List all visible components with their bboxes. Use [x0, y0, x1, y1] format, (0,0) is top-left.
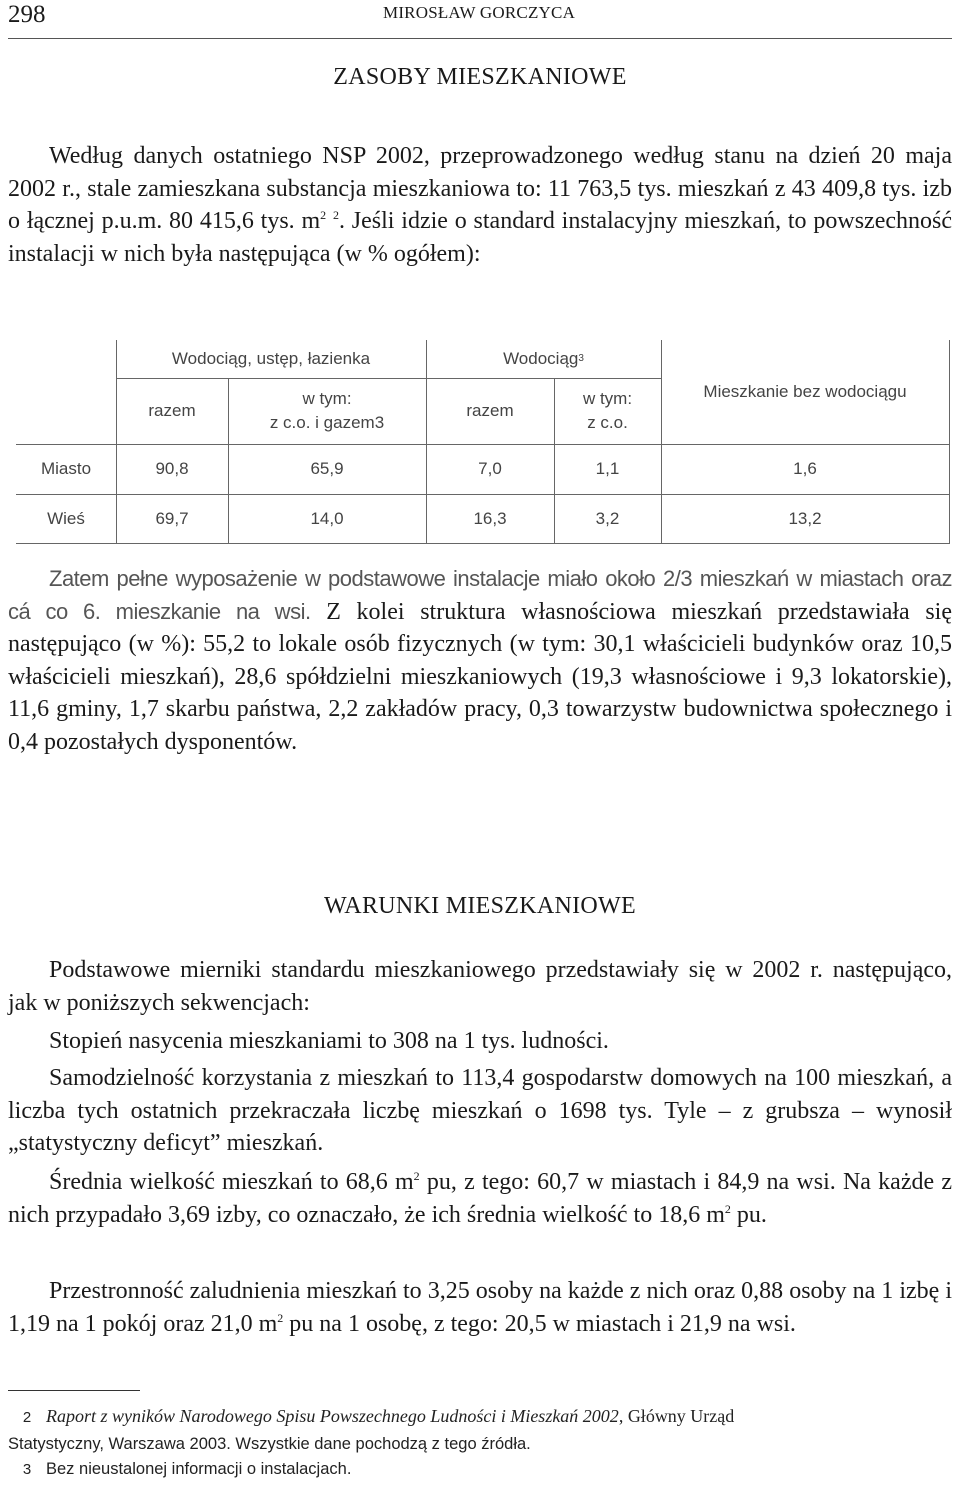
paragraph-text-sans: Zatem pełne wyposażenie w podstawowe instalacje miało około 2/3 mieszkań w miastach oraz cá co 6. mieszkanie na wsi.	[8, 566, 952, 624]
table-cell: 14,0	[310, 508, 344, 528]
footnote-text: Bez nieustalonej informacji o instalacjach.	[46, 1460, 352, 1478]
table-cell: 13,2	[788, 508, 822, 528]
paragraph-text: pu na 1 osobę, z tego: 20,5 w miastach i 21,9 na wsi.	[283, 1310, 796, 1337]
table-header-group-3: Mieszkanie bez wodociągu	[703, 382, 907, 401]
paragraph-nasycenie: Stopień nasycenia mieszkaniami to 308 na 1 tys. ludności.	[49, 1028, 609, 1054]
page-header	[8, 0, 952, 39]
superscript: 2	[413, 1169, 420, 1183]
paragraph-zasoby-intro	[8, 140, 952, 270]
footnote-number: 3	[22, 1461, 32, 1478]
paragraph-text: pu, z tego: 60,7 w miastach i 84,9 na wsi. Na każde z nich przypadało 3,69 izby, co oznaczało, że ich średnia wielkość to 18,6 m	[8, 1169, 952, 1228]
paragraph-text: . Jeśli idzie o standard instalacyjny mieszkań, to powszechność instalacji w nich była następująca (w % ogółem):	[8, 208, 952, 267]
footnote-number: 2	[22, 1409, 32, 1426]
header-text: Wodociąg	[503, 349, 579, 368]
table-header-razem-2: razem	[466, 401, 514, 420]
table-cell: 1,1	[595, 459, 620, 478]
paragraph-text: Średnia wielkość mieszkań to 68,6 m	[49, 1169, 414, 1195]
table-header-razem-1: razem	[148, 401, 196, 420]
running-head: MIROSŁAW GORCZYCA	[383, 3, 576, 22]
table-cell: 90,8	[155, 459, 189, 478]
table-cell: 3,2	[595, 508, 620, 528]
footnote-italic-title: Raport z wyników Narodowego Spisu Powszechnego Ludności i Mieszkań 2002	[46, 1406, 619, 1426]
table-row-label-miasto: Miasto	[40, 459, 92, 478]
footnote-3	[8, 1456, 952, 1483]
header-line: z c.o.	[587, 413, 628, 432]
paragraph-samodzielnosc: Samodzielność korzystania z mieszkań to 113,4 gospodarstw domowych na 100 mieszkań, a liczba tych ostatnich przekraczała liczbę mieszkań o 1698 tys. Tyle – z grubsza – wynosił „statystyczny deficyt” mieszkań.	[8, 1065, 952, 1156]
footnote-text: , Główny Urząd	[618, 1406, 735, 1426]
table-cell: 69,7	[155, 508, 189, 528]
footnote-rule	[8, 1390, 140, 1391]
footnote-text: Statystyczny, Warszawa 2003. Wszystkie dane pochodzą z tego źródła.	[8, 1435, 531, 1453]
table-row-label-wies: Wieś	[47, 508, 85, 528]
table-cell: 7,0	[478, 459, 502, 478]
table-header-group-2: Wodociąg 3	[426, 340, 661, 378]
paragraph-text: pu.	[730, 1201, 767, 1228]
paragraph-przestronnosc	[8, 1275, 952, 1340]
paragraph-zasoby-structure	[8, 563, 952, 758]
paragraph-text: Według danych ostatniego NSP 2002, przeprowadzonego według stanu na dzień 20 maja 2002 r., stale zamieszkana substancja mieszkaniowa to: 11 763,5 tys. mieszkań z 43 409,8 tys. izb o łącznej p.u.m. 80 415,6 tys. m	[8, 143, 952, 234]
table-cell: 65,9	[310, 459, 344, 478]
footnote-2	[8, 1403, 952, 1457]
paragraph-srednia-wielkosc	[8, 1166, 952, 1231]
table-header-group-1: Wodociąg, ustęp, łazienka	[171, 349, 371, 368]
superscript: 2	[320, 208, 327, 222]
paragraph-text: Z kolei struktura własnościowa mieszkań przedstawiała się następująco (w %): 55,2 to lokale osób fizycznych (w tym: 30,1 właścicieli budynków oraz 10,5 właścicieli mieszkań), 28,6 spółdzielni mieszkaniowych (19,3 własnościowe i 9,3 lokatorskie), 11,6 gminy, 1,7 skarbu państwa, 2,2 zakładów pracy, 0,3 towarzystw budownictwa społecznego i 0,4 pozostałych dysponentów.	[8, 598, 953, 755]
paragraph-text: Przestronność zaludnienia mieszkań to 3,25 osoby na każde z nich oraz 0,88 osoby na 1 izbę i 1,19 na 1 pokój oraz 21,0 m	[8, 1278, 952, 1337]
table-header-wtym-1	[228, 378, 426, 444]
table-cell: 1,6	[793, 459, 817, 478]
installation-table	[16, 340, 950, 544]
footnote-ref-2: 2	[332, 208, 339, 222]
table-header-wtym-2	[554, 378, 661, 444]
superscript: 2	[277, 1310, 284, 1325]
header-line: w tym:	[302, 389, 352, 408]
section-title-warunki: WARUNKI MIESZKANIOWE	[324, 893, 636, 919]
table-cell: 16,3	[473, 508, 507, 528]
page-number: 298	[8, 1, 46, 28]
header-line: z c.o. i gazem3	[269, 413, 385, 432]
paragraph-warunki-intro: Podstawowe mierniki standardu mieszkaniowego przedstawiały się w 2002 r. następująco, jak w poniższych sekwencjach:	[8, 957, 952, 1016]
section-title-zasoby: ZASOBY MIESZKANIOWE	[333, 64, 627, 90]
superscript: 2	[724, 1201, 731, 1216]
header-line: w tym:	[582, 389, 633, 408]
